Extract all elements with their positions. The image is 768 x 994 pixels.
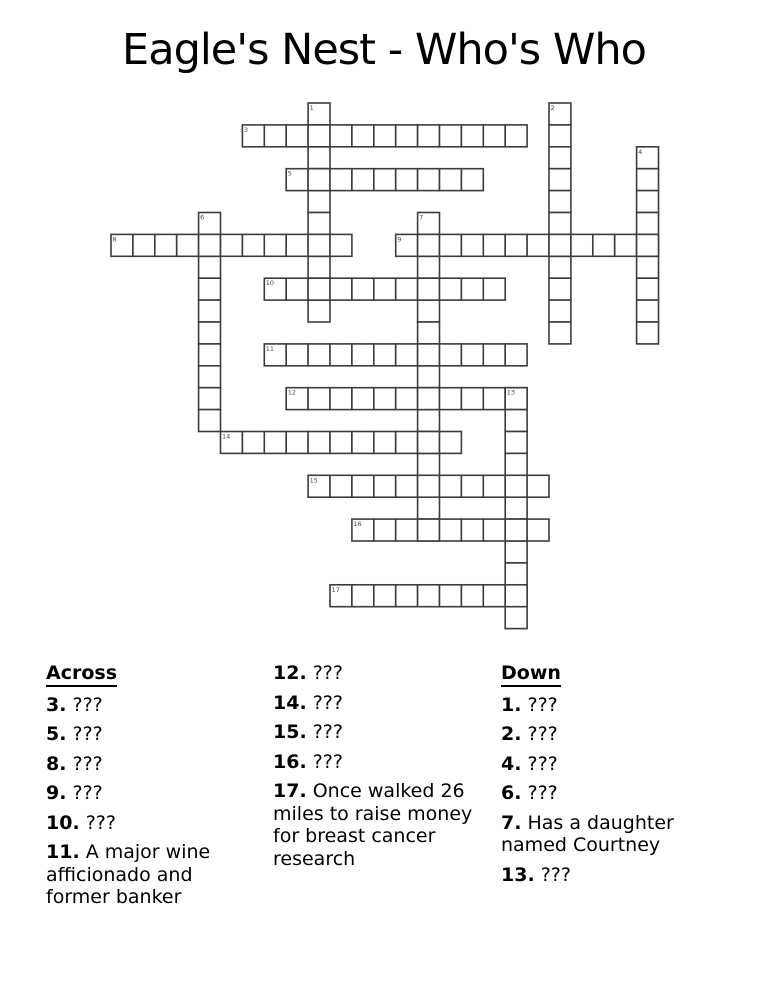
cell-number-12: 12 — [287, 388, 296, 397]
grid-cell-10-3[interactable] — [330, 169, 352, 191]
down-clues-column — [501, 662, 721, 893]
grid-cell-9-13[interactable] — [308, 388, 330, 410]
clue-text: ??? — [312, 750, 343, 773]
grid-cell-13-15[interactable] — [396, 432, 418, 454]
clue-text: ??? — [527, 693, 558, 716]
clue-text: A major wine afficionado and former banker — [46, 841, 211, 908]
grid-cell-10-17[interactable] — [330, 475, 352, 497]
grid-cell-11-8[interactable] — [352, 278, 374, 300]
clue-number: 7. — [501, 811, 522, 834]
clue-10 — [46, 812, 250, 835]
grid-cell-17-6[interactable] — [483, 234, 505, 256]
word-10-across — [264, 278, 505, 300]
grid-cell-15-6[interactable] — [440, 234, 462, 256]
grid-cell-4-10[interactable] — [199, 322, 221, 344]
grid-cell-11-11[interactable] — [352, 344, 374, 366]
clue-1 — [501, 694, 721, 717]
grid-cell-4-14[interactable] — [199, 410, 221, 432]
clue-14 — [273, 692, 477, 715]
grid-cell-19-19[interactable] — [527, 519, 549, 541]
clue-text: ??? — [72, 723, 103, 745]
word-8-across — [111, 234, 352, 256]
grid-cell-14-10[interactable] — [418, 322, 440, 344]
clue-text: ??? — [540, 863, 571, 886]
grid-cell-5-6[interactable] — [221, 234, 243, 256]
grid-cell-11-17[interactable] — [352, 475, 374, 497]
grid-cell-14-11[interactable] — [418, 344, 440, 366]
grid-cell-14-1[interactable] — [418, 125, 440, 147]
grid-cell-20-5[interactable] — [549, 213, 571, 235]
grid-cell-13-19[interactable] — [396, 519, 418, 541]
clue-4 — [501, 753, 721, 776]
clue-number: 1. — [501, 693, 522, 716]
grid-cell-17-13[interactable] — [483, 388, 505, 410]
grid-cell-24-4[interactable] — [637, 191, 659, 213]
clue-7 — [501, 812, 721, 857]
cell-number-3: 3 — [243, 125, 249, 134]
grid-cell-17-17[interactable] — [483, 475, 505, 497]
grid-cell-9-5[interactable] — [308, 213, 330, 235]
grid-cell-16-19[interactable] — [461, 519, 483, 541]
grid-cell-1-6[interactable] — [133, 234, 155, 256]
grid-cell-24-5[interactable] — [637, 213, 659, 235]
clue-16 — [273, 751, 477, 774]
grid-cell-9-15[interactable] — [308, 432, 330, 454]
grid-cell-16-11[interactable] — [461, 344, 483, 366]
grid-cell-16-17[interactable] — [461, 475, 483, 497]
clue-5 — [46, 723, 250, 746]
cell-number-14: 14 — [222, 432, 231, 441]
clue-number: 13. — [501, 863, 535, 886]
grid-cell-22-6[interactable] — [593, 234, 615, 256]
clue-8 — [46, 753, 250, 776]
grid-cell-11-3[interactable] — [352, 169, 374, 191]
grid-cell-12-1[interactable] — [374, 125, 396, 147]
grid-cell-14-17[interactable] — [418, 475, 440, 497]
grid-cell-12-11[interactable] — [374, 344, 396, 366]
grid-cell-16-3[interactable] — [461, 169, 483, 191]
clue-text: ??? — [72, 693, 103, 716]
grid-cell-14-6[interactable] — [418, 234, 440, 256]
grid-cell-18-11[interactable] — [505, 344, 527, 366]
grid-cell-14-8[interactable] — [418, 278, 440, 300]
grid-cell-14-19[interactable] — [418, 519, 440, 541]
grid-cell-4-12[interactable] — [199, 366, 221, 388]
clue-13 — [501, 864, 721, 887]
word-17-across — [330, 585, 527, 607]
word-12-across — [286, 388, 527, 410]
grid-cell-17-19[interactable] — [483, 519, 505, 541]
grid-cell-14-18[interactable] — [418, 497, 440, 519]
grid-cell-18-19[interactable] — [505, 519, 527, 541]
grid-cell-9-2[interactable] — [308, 147, 330, 169]
grid-cell-3-6[interactable] — [177, 234, 199, 256]
grid-cell-7-15[interactable] — [264, 432, 286, 454]
grid-cell-15-11[interactable] — [440, 344, 462, 366]
grid-cell-18-17[interactable] — [505, 475, 527, 497]
grid-cell-18-18[interactable] — [505, 497, 527, 519]
across-clues-header: Across — [46, 662, 117, 687]
clue-number: 3. — [46, 693, 67, 716]
grid-cell-14-3[interactable] — [418, 169, 440, 191]
grid-cell-14-9[interactable] — [418, 300, 440, 322]
clue-text: ??? — [72, 782, 103, 804]
grid-cell-18-22[interactable] — [505, 585, 527, 607]
down-clues-header: Down — [501, 662, 561, 687]
grid-cell-10-6[interactable] — [330, 234, 352, 256]
grid-cell-15-3[interactable] — [440, 169, 462, 191]
word-5-across — [286, 169, 483, 191]
grid-cell-12-8[interactable] — [374, 278, 396, 300]
grid-cell-18-1[interactable] — [505, 125, 527, 147]
grid-cell-7-1[interactable] — [264, 125, 286, 147]
grid-cell-4-8[interactable] — [199, 278, 221, 300]
grid-cell-11-1[interactable] — [352, 125, 374, 147]
word-14-across — [221, 432, 462, 454]
grid-cell-14-15[interactable] — [418, 432, 440, 454]
word-2-down — [549, 103, 571, 344]
grid-cell-9-8[interactable] — [308, 278, 330, 300]
grid-cell-13-8[interactable] — [396, 278, 418, 300]
word-3-across — [242, 125, 527, 147]
grid-cell-9-11[interactable] — [308, 344, 330, 366]
grid-cell-12-22[interactable] — [374, 585, 396, 607]
clue-text: ??? — [72, 752, 103, 775]
cell-number-4: 4 — [638, 147, 643, 156]
clue-text: ??? — [527, 782, 558, 804]
grid-cell-13-22[interactable] — [396, 585, 418, 607]
word-9-across — [396, 234, 659, 256]
grid-cell-12-13[interactable] — [374, 388, 396, 410]
grid-cell-4-9[interactable] — [199, 300, 221, 322]
grid-cell-13-3[interactable] — [396, 169, 418, 191]
grid-cell-8-6[interactable] — [286, 234, 308, 256]
grid-cell-15-19[interactable] — [440, 519, 462, 541]
grid-cell-15-8[interactable] — [440, 278, 462, 300]
grid-cell-20-10[interactable] — [549, 322, 571, 344]
grid-cell-2-6[interactable] — [155, 234, 177, 256]
cell-number-10: 10 — [265, 279, 275, 288]
cell-number-9: 9 — [397, 235, 402, 244]
grid-cell-10-1[interactable] — [330, 125, 352, 147]
grid-cell-9-9[interactable] — [308, 300, 330, 322]
clue-number: 17. — [273, 780, 307, 802]
grid-cell-17-22[interactable] — [483, 585, 505, 607]
grid-cell-23-6[interactable] — [615, 234, 637, 256]
grid-cell-7-6[interactable] — [264, 234, 286, 256]
grid-cell-18-23[interactable] — [505, 607, 527, 629]
clue-number: 4. — [501, 752, 522, 775]
grid-cell-18-14[interactable] — [505, 410, 527, 432]
cell-number-11: 11 — [265, 344, 275, 353]
clue-text: Once walked 26 miles to raise money for breast cancer research — [273, 780, 473, 870]
grid-cell-17-8[interactable] — [483, 278, 505, 300]
grid-cell-10-11[interactable] — [330, 344, 352, 366]
clue-text: ??? — [527, 723, 558, 745]
grid-cell-4-7[interactable] — [199, 256, 221, 278]
clue-3 — [46, 694, 250, 717]
grid-cell-10-13[interactable] — [330, 388, 352, 410]
word-16-across — [352, 519, 549, 541]
grid-cell-4-13[interactable] — [199, 388, 221, 410]
grid-cell-15-22[interactable] — [440, 585, 462, 607]
grid-cell-13-13[interactable] — [396, 388, 418, 410]
grid-cell-13-11[interactable] — [396, 344, 418, 366]
grid-cell-17-1[interactable] — [483, 125, 505, 147]
grid-cell-8-1[interactable] — [286, 125, 308, 147]
clue-6 — [501, 782, 721, 805]
grid-cell-14-14[interactable] — [418, 410, 440, 432]
grid-cell-8-15[interactable] — [286, 432, 308, 454]
grid-cell-16-6[interactable] — [461, 234, 483, 256]
grid-cell-12-3[interactable] — [374, 169, 396, 191]
clue-number: 5. — [46, 723, 67, 745]
cell-number-15: 15 — [309, 476, 318, 485]
clue-number: 2. — [501, 723, 522, 745]
word-15-across — [308, 475, 549, 497]
grid-cell-14-22[interactable] — [418, 585, 440, 607]
grid-cell-13-17[interactable] — [396, 475, 418, 497]
grid-cell-21-6[interactable] — [571, 234, 593, 256]
clue-number: 11. — [46, 841, 80, 863]
cell-number-6: 6 — [200, 213, 205, 222]
grid-cell-9-7[interactable] — [308, 256, 330, 278]
grid-cell-16-22[interactable] — [461, 585, 483, 607]
clue-number: 9. — [46, 782, 67, 804]
grid-cell-8-8[interactable] — [286, 278, 308, 300]
grid-cell-4-11[interactable] — [199, 344, 221, 366]
grid-cell-15-17[interactable] — [440, 475, 462, 497]
clue-15 — [273, 721, 477, 744]
grid-cell-6-15[interactable] — [242, 432, 264, 454]
cell-number-17: 17 — [331, 585, 340, 594]
grid-cell-17-11[interactable] — [483, 344, 505, 366]
grid-cell-24-9[interactable] — [637, 300, 659, 322]
cell-number-2: 2 — [550, 104, 555, 112]
grid-cell-16-1[interactable] — [461, 125, 483, 147]
grid-cell-15-1[interactable] — [440, 125, 462, 147]
grid-cell-14-7[interactable] — [418, 256, 440, 278]
clue-text: ??? — [312, 662, 343, 684]
grid-cell-24-8[interactable] — [637, 278, 659, 300]
grid-cell-16-13[interactable] — [461, 388, 483, 410]
grid-cell-11-15[interactable] — [352, 432, 374, 454]
grid-cell-19-17[interactable] — [527, 475, 549, 497]
grid-cell-12-19[interactable] — [374, 519, 396, 541]
grid-cell-15-13[interactable] — [440, 388, 462, 410]
clue-text: ??? — [312, 691, 343, 714]
clue-number: 12. — [273, 662, 307, 684]
cell-number-13: 13 — [506, 388, 515, 397]
page-title: Eagle's Nest - Who's Who — [122, 25, 646, 75]
grid-cell-9-6[interactable] — [308, 234, 330, 256]
grid-cell-11-13[interactable] — [352, 388, 374, 410]
grid-cell-20-7[interactable] — [549, 256, 571, 278]
grid-cell-4-6[interactable] — [199, 234, 221, 256]
grid-cell-15-15[interactable] — [440, 432, 462, 454]
grid-cell-24-6[interactable] — [637, 234, 659, 256]
clue-number: 15. — [273, 721, 307, 743]
clue-11 — [46, 841, 250, 909]
grid-cell-20-3[interactable] — [549, 169, 571, 191]
grid-cell-14-16[interactable] — [418, 453, 440, 475]
grid-cell-20-2[interactable] — [549, 147, 571, 169]
grid-cell-20-8[interactable] — [549, 278, 571, 300]
cell-number-7: 7 — [419, 213, 424, 222]
grid-cell-18-16[interactable] — [505, 453, 527, 475]
grid-cell-8-11[interactable] — [286, 344, 308, 366]
clue-text: ??? — [312, 721, 343, 743]
grid-cell-19-6[interactable] — [527, 234, 549, 256]
grid-cell-24-10[interactable] — [637, 322, 659, 344]
clue-9 — [46, 782, 250, 805]
grid-cell-13-1[interactable] — [396, 125, 418, 147]
grid-cell-24-7[interactable] — [637, 256, 659, 278]
clue-number: 8. — [46, 752, 67, 775]
grid-cell-16-8[interactable] — [461, 278, 483, 300]
across-clues-column — [46, 662, 250, 916]
cell-number-5: 5 — [287, 169, 292, 178]
clue-text: ??? — [85, 811, 116, 834]
cell-number-16: 16 — [353, 520, 362, 529]
grid-cell-12-17[interactable] — [374, 475, 396, 497]
grid-cell-14-12[interactable] — [418, 366, 440, 388]
grid-cell-20-6[interactable] — [549, 234, 571, 256]
grid-cell-9-4[interactable] — [308, 191, 330, 213]
clue-17 — [273, 780, 477, 870]
clue-number: 6. — [501, 782, 522, 804]
clue-2 — [501, 723, 721, 746]
clue-number: 10. — [46, 811, 80, 834]
clue-number: 14. — [273, 691, 307, 714]
grid-cell-6-6[interactable] — [242, 234, 264, 256]
grid-cell-10-8[interactable] — [330, 278, 352, 300]
grid-cell-20-9[interactable] — [549, 300, 571, 322]
grid-cell-11-22[interactable] — [352, 585, 374, 607]
grid-cell-18-21[interactable] — [505, 563, 527, 585]
grid-cell-18-15[interactable] — [505, 432, 527, 454]
grid-cell-9-3[interactable] — [308, 169, 330, 191]
clue-text: Has a daughter named Courtney — [501, 811, 674, 856]
grid-cell-24-3[interactable] — [637, 169, 659, 191]
grid-cell-20-4[interactable] — [549, 191, 571, 213]
grid-cell-18-20[interactable] — [505, 541, 527, 563]
grid-cell-20-1[interactable] — [549, 125, 571, 147]
cell-number-8: 8 — [112, 235, 117, 244]
grid-cell-9-1[interactable] — [308, 125, 330, 147]
clue-12 — [273, 662, 477, 685]
grid-cell-10-15[interactable] — [330, 432, 352, 454]
clue-text: ??? — [527, 752, 558, 775]
grid-cell-18-6[interactable] — [505, 234, 527, 256]
grid-cell-14-13[interactable] — [418, 388, 440, 410]
across-clues-column-continued — [273, 662, 477, 877]
grid-cell-12-15[interactable] — [374, 432, 396, 454]
cell-number-1: 1 — [309, 104, 314, 112]
word-11-across — [264, 344, 527, 366]
clue-number: 16. — [273, 750, 307, 773]
